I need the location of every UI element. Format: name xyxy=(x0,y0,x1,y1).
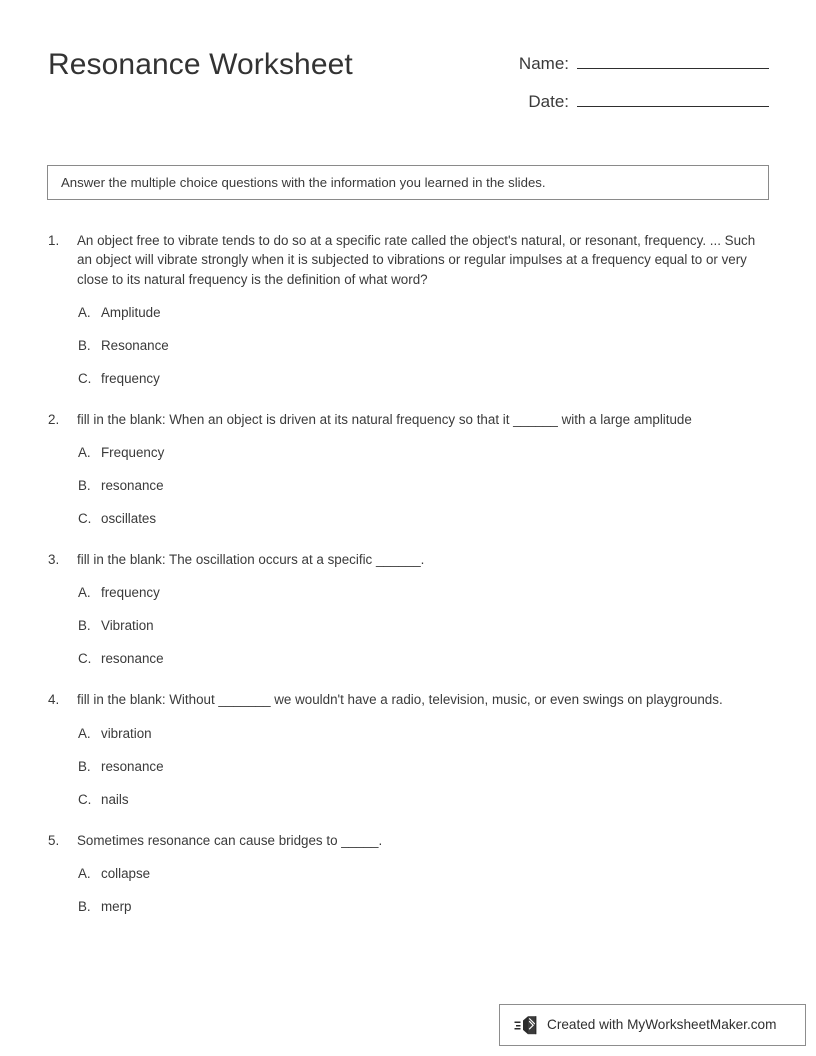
instructions-box xyxy=(47,165,769,200)
option-letter: B. xyxy=(78,618,91,634)
option-letter: B. xyxy=(78,758,91,774)
answer-option[interactable] xyxy=(78,443,768,462)
option-text: frequency xyxy=(101,370,160,386)
created-with-badge[interactable] xyxy=(499,1004,806,1046)
answer-option[interactable] xyxy=(78,864,768,883)
name-field-row xyxy=(461,52,769,90)
name-label: Name: xyxy=(518,54,569,73)
option-text: nails xyxy=(101,791,129,807)
option-letter: C. xyxy=(78,370,92,386)
answer-option[interactable] xyxy=(78,897,768,916)
worksheet-header xyxy=(48,44,769,134)
option-letter: A. xyxy=(78,445,91,461)
option-letter: A. xyxy=(78,866,91,882)
question-item xyxy=(48,410,768,528)
answer-option[interactable] xyxy=(78,790,768,809)
option-text: Resonance xyxy=(101,337,169,353)
question-item xyxy=(48,690,768,808)
question-main xyxy=(48,550,768,569)
option-letter: C. xyxy=(78,791,92,807)
question-item xyxy=(48,831,768,916)
instructions-text: Answer the multiple choice questions with the information you learned in the slides. xyxy=(61,174,546,190)
option-letter: C. xyxy=(78,651,92,667)
options-list xyxy=(48,724,768,809)
option-text: vibration xyxy=(101,725,152,741)
option-text: resonance xyxy=(101,478,164,494)
option-letter: B. xyxy=(78,337,91,353)
option-text: merp xyxy=(101,899,132,915)
option-letter: A. xyxy=(78,304,91,320)
answer-option[interactable] xyxy=(78,757,768,776)
option-letter: A. xyxy=(78,585,91,601)
answer-option[interactable] xyxy=(78,336,768,355)
question-main xyxy=(48,831,768,850)
option-letter: B. xyxy=(78,478,91,494)
speaker-icon xyxy=(514,1013,540,1037)
question-text: fill in the blank: The oscillation occurs at a specific ______. xyxy=(77,552,425,568)
date-field-row xyxy=(461,90,769,128)
options-list xyxy=(48,864,768,916)
answer-option[interactable] xyxy=(78,724,768,743)
option-letter: C. xyxy=(78,511,92,527)
option-text: Amplitude xyxy=(101,304,161,320)
student-fields xyxy=(461,52,769,128)
option-text: resonance xyxy=(101,651,164,667)
name-input-rule[interactable] xyxy=(577,52,769,69)
question-number: 5. xyxy=(48,832,60,848)
questions-list xyxy=(48,231,768,938)
option-letter: B. xyxy=(78,899,91,915)
question-item xyxy=(48,550,768,668)
question-number: 1. xyxy=(48,233,60,248)
created-with-label: Created with MyWorksheetMaker.com xyxy=(547,1017,777,1032)
option-text: Frequency xyxy=(101,445,165,461)
answer-option[interactable] xyxy=(78,649,768,668)
question-number: 3. xyxy=(48,552,60,568)
options-list xyxy=(48,443,768,528)
question-item xyxy=(48,231,768,388)
options-list xyxy=(48,583,768,668)
question-text: fill in the blank: When an object is driven at its natural frequency so that it ______ with a large amplitude xyxy=(77,411,692,427)
option-text: resonance xyxy=(101,758,164,774)
question-text: fill in the blank: Without _______ we wouldn't have a radio, television, music, or even swings on playgrounds. xyxy=(77,692,723,708)
answer-option[interactable] xyxy=(78,369,768,388)
answer-option[interactable] xyxy=(78,583,768,602)
page-title: Resonance Worksheet xyxy=(48,48,353,81)
question-main xyxy=(48,410,768,429)
options-list xyxy=(48,303,768,388)
option-text: frequency xyxy=(101,585,160,601)
option-text: oscillates xyxy=(101,511,157,527)
option-text: collapse xyxy=(101,866,151,882)
date-input-rule[interactable] xyxy=(577,90,769,107)
question-text: An object free to vibrate tends to do so at a specific rate called the object's natural, or resonant, frequency. ... Such an object will vibrate strongly when it is subjected to vibrations or regular impulses at a frequency equal to or very close to its natural frequency is the definition of what word? xyxy=(77,233,756,287)
question-main xyxy=(48,231,768,289)
option-letter: A. xyxy=(78,725,91,741)
answer-option[interactable] xyxy=(78,509,768,528)
question-main xyxy=(48,690,768,709)
question-text: Sometimes resonance can cause bridges to _____. xyxy=(77,832,383,848)
question-number: 4. xyxy=(48,692,60,708)
answer-option[interactable] xyxy=(78,476,768,495)
answer-option[interactable] xyxy=(78,616,768,635)
date-label: Date: xyxy=(528,92,569,111)
question-number: 2. xyxy=(48,411,60,427)
option-text: Vibration xyxy=(101,618,154,634)
answer-option[interactable] xyxy=(78,303,768,322)
